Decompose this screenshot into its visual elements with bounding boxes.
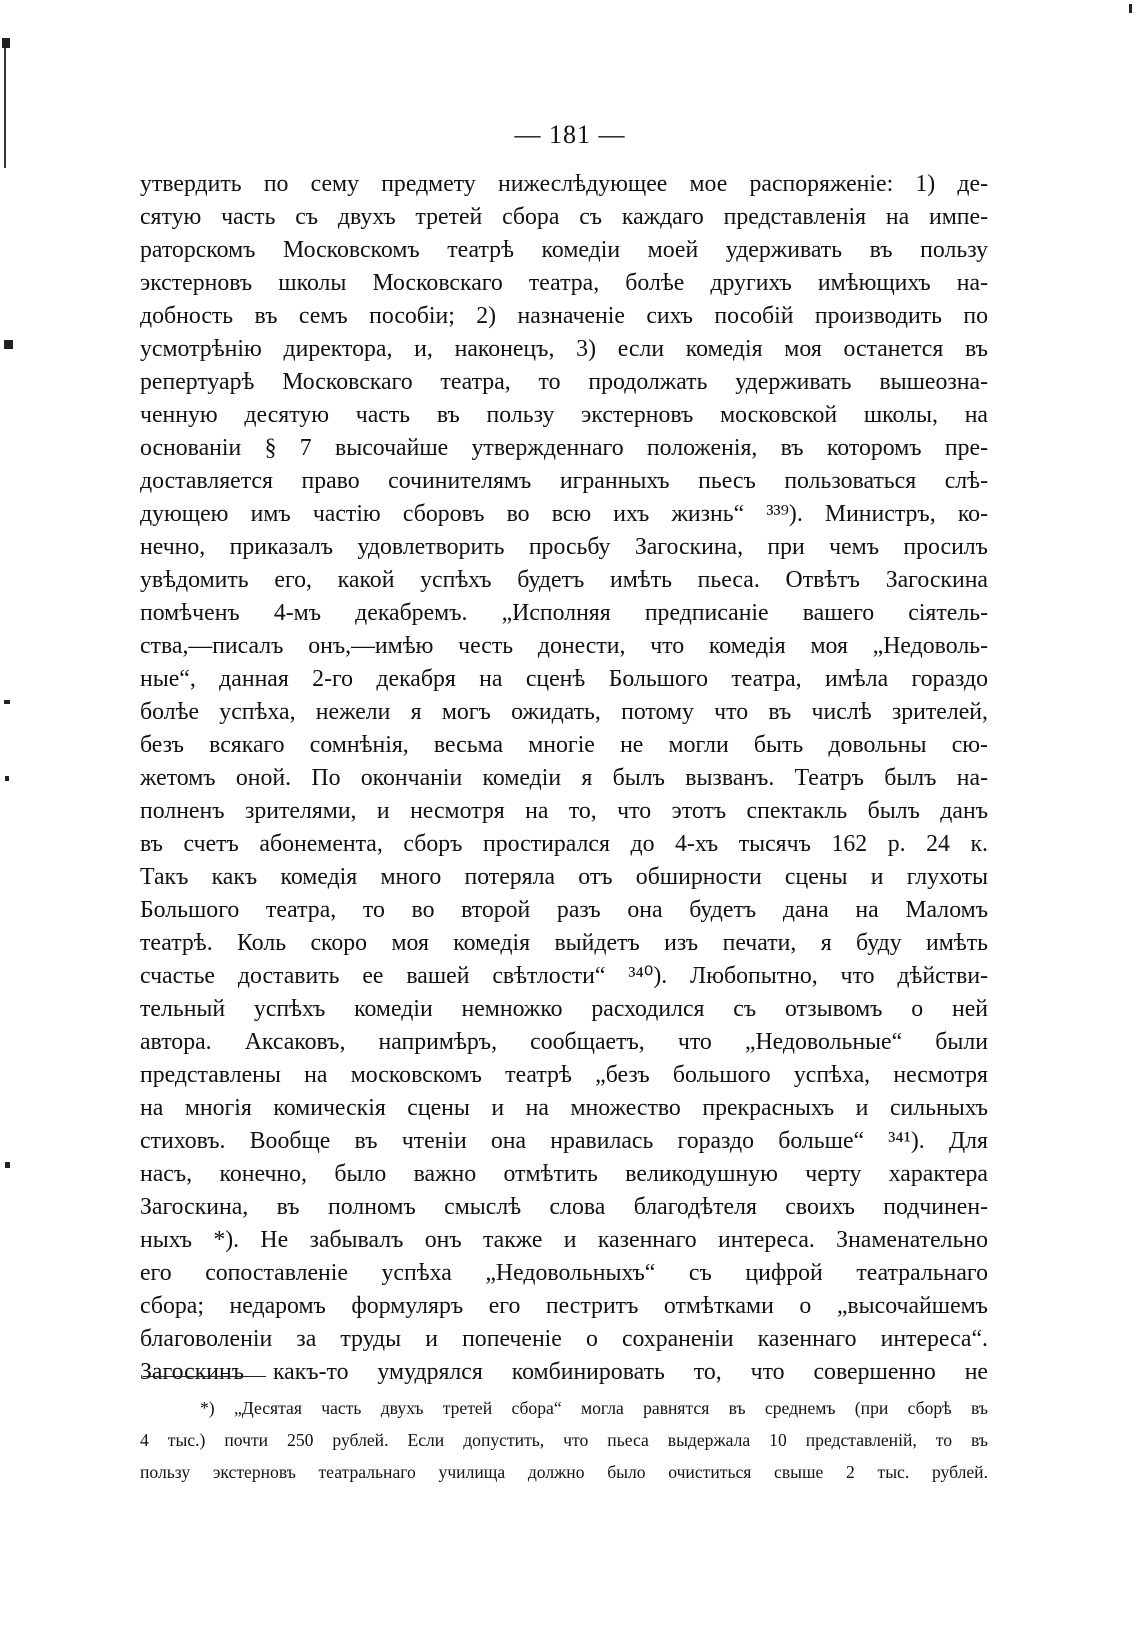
body-line: тельный успѣхъ комедіи немножко расходился съ отзывомъ о ней [140, 996, 988, 1022]
body-line: болѣе успѣха, нежели я могъ ожидать, потому что въ числѣ зрителей, [140, 699, 988, 725]
body-line: полненъ зрителями, и несмотря на то, что этотъ спектакль былъ данъ [140, 798, 988, 824]
footnote-line: пользу экстерновъ театральнаго училища должно было очиститься свыше 2 тыс. рублей. [140, 1462, 988, 1482]
body-line: ныхъ *). Не забывалъ онъ также и казеннаго интереса. Знаменательно [140, 1227, 988, 1253]
body-line: увѣдомить его, какой успѣхъ будетъ имѣть пьеса. Отвѣтъ Загоскина [140, 567, 988, 593]
body-line: представлены на московскомъ театрѣ „безъ большого успѣха, несмотря [140, 1062, 988, 1088]
body-line: на многія комическія сцены и на множество прекрасныхъ и сильныхъ [140, 1095, 988, 1121]
scan-speck [2, 38, 10, 48]
body-line: усмотрѣнію директора, и, наконецъ, 3) если комедія моя останется въ [140, 336, 988, 362]
body-line: автора. Аксаковъ, напримѣръ, сообщаетъ, что „Недовольные“ были [140, 1029, 988, 1055]
scan-speck [5, 1162, 10, 1168]
footnote-divider [143, 1376, 266, 1378]
body-line: репертуарѣ Московскаго театра, то продолжать удерживать вышеозна- [140, 369, 988, 395]
footnote-line: *) „Десятая часть двухъ третей сбора“ могла равнятся въ среднемъ (при сборѣ въ [200, 1398, 988, 1418]
body-line: экстерновъ школы Московскаго театра, болѣе другихъ имѣющихъ на- [140, 270, 988, 296]
body-line: Загоскина, въ полномъ смыслѣ слова благодѣтеля своихъ подчинен- [140, 1194, 988, 1220]
footnote [140, 1392, 988, 1488]
body-line: Загоскинъ какъ-то умудрялся комбинировать то, что совершенно не [140, 1359, 988, 1385]
body-line: театрѣ. Коль скоро моя комедія выйдетъ изъ печати, я буду имѣть [140, 930, 988, 956]
body-text [140, 168, 988, 1389]
body-line: жетомъ оной. По окончаніи комедіи я былъ вызванъ. Театръ былъ на- [140, 765, 988, 791]
body-line: благоволеніи за труды и попеченіе о сохраненіи казеннаго интереса“. [140, 1326, 988, 1352]
body-line: счастье доставить ее вашей свѣтлости“ ³⁴⁰). Любопытно, что дѣйстви- [140, 963, 988, 989]
scan-speck [1129, 4, 1132, 13]
body-line: ства,—писалъ онъ,—имѣю честь донести, что комедія моя „Недоволь- [140, 633, 988, 659]
body-line: раторскомъ Московскомъ театрѣ комедіи моей удерживать въ пользу [140, 237, 988, 263]
body-line: основаніи § 7 высочайше утвержденнаго положенія, въ которомъ пре- [140, 435, 988, 461]
body-line: въ счетъ абонемента, сборъ простирался до 4-хъ тысячъ 162 р. 24 к. [140, 831, 988, 857]
body-line: ные“, данная 2-го декабря на сценѣ Большого театра, имѣла гораздо [140, 666, 988, 692]
body-line: нечно, приказалъ удовлетворить просьбу Загоскина, при чемъ просилъ [140, 534, 988, 560]
scan-speck [4, 340, 13, 349]
body-line: насъ, конечно, было важно отмѣтить великодушную черту характера [140, 1161, 988, 1187]
body-line: стиховъ. Вообще въ чтеніи она нравилась гораздо больше“ ³⁴¹). Для [140, 1128, 988, 1154]
body-line: дующею имъ частію сборовъ во всю ихъ жизнь“ ³³⁹). Министръ, ко- [140, 501, 988, 527]
body-line: утвердить по сему предмету нижеслѣдующее мое распоряженіе: 1) де- [140, 171, 988, 197]
body-line: ченную десятую часть въ пользу экстерновъ московской школы, на [140, 402, 988, 428]
page-number: — 181 — [514, 120, 626, 149]
body-line: сятую часть съ двухъ третей сбора съ каждаго представленія на импе- [140, 204, 988, 230]
body-line: безъ всякаго сомнѣнія, весьма многіе не могли быть довольны сю- [140, 732, 988, 758]
body-line: Такъ какъ комедія много потеряла отъ обширности сцены и глухоты [140, 864, 988, 890]
body-line: его сопоставленіе успѣха „Недовольныхъ“ съ цифрой театральнаго [140, 1260, 988, 1286]
footnote-line: 4 тыс.) почти 250 рублей. Если допустить, что пьеса выдержала 10 представленій, то въ [140, 1430, 988, 1450]
body-line: добность въ семъ пособіи; 2) назначеніе сихъ пособій производить по [140, 303, 988, 329]
body-line: помѣченъ 4-мъ декабремъ. „Исполняя предписаніе вашего сіятель- [140, 600, 988, 626]
scan-speck [4, 700, 10, 704]
body-line: сбора; недаромъ формуляръ его пестритъ отмѣтками о „высочайшемъ [140, 1293, 988, 1319]
body-line: доставляется право сочинителямъ игранныхъ пьесъ пользоваться слѣ- [140, 468, 988, 494]
body-line: Большого театра, то во второй разъ она будетъ дана на Маломъ [140, 897, 988, 923]
scan-speck [5, 776, 9, 781]
scan-margin-rule [4, 48, 6, 168]
